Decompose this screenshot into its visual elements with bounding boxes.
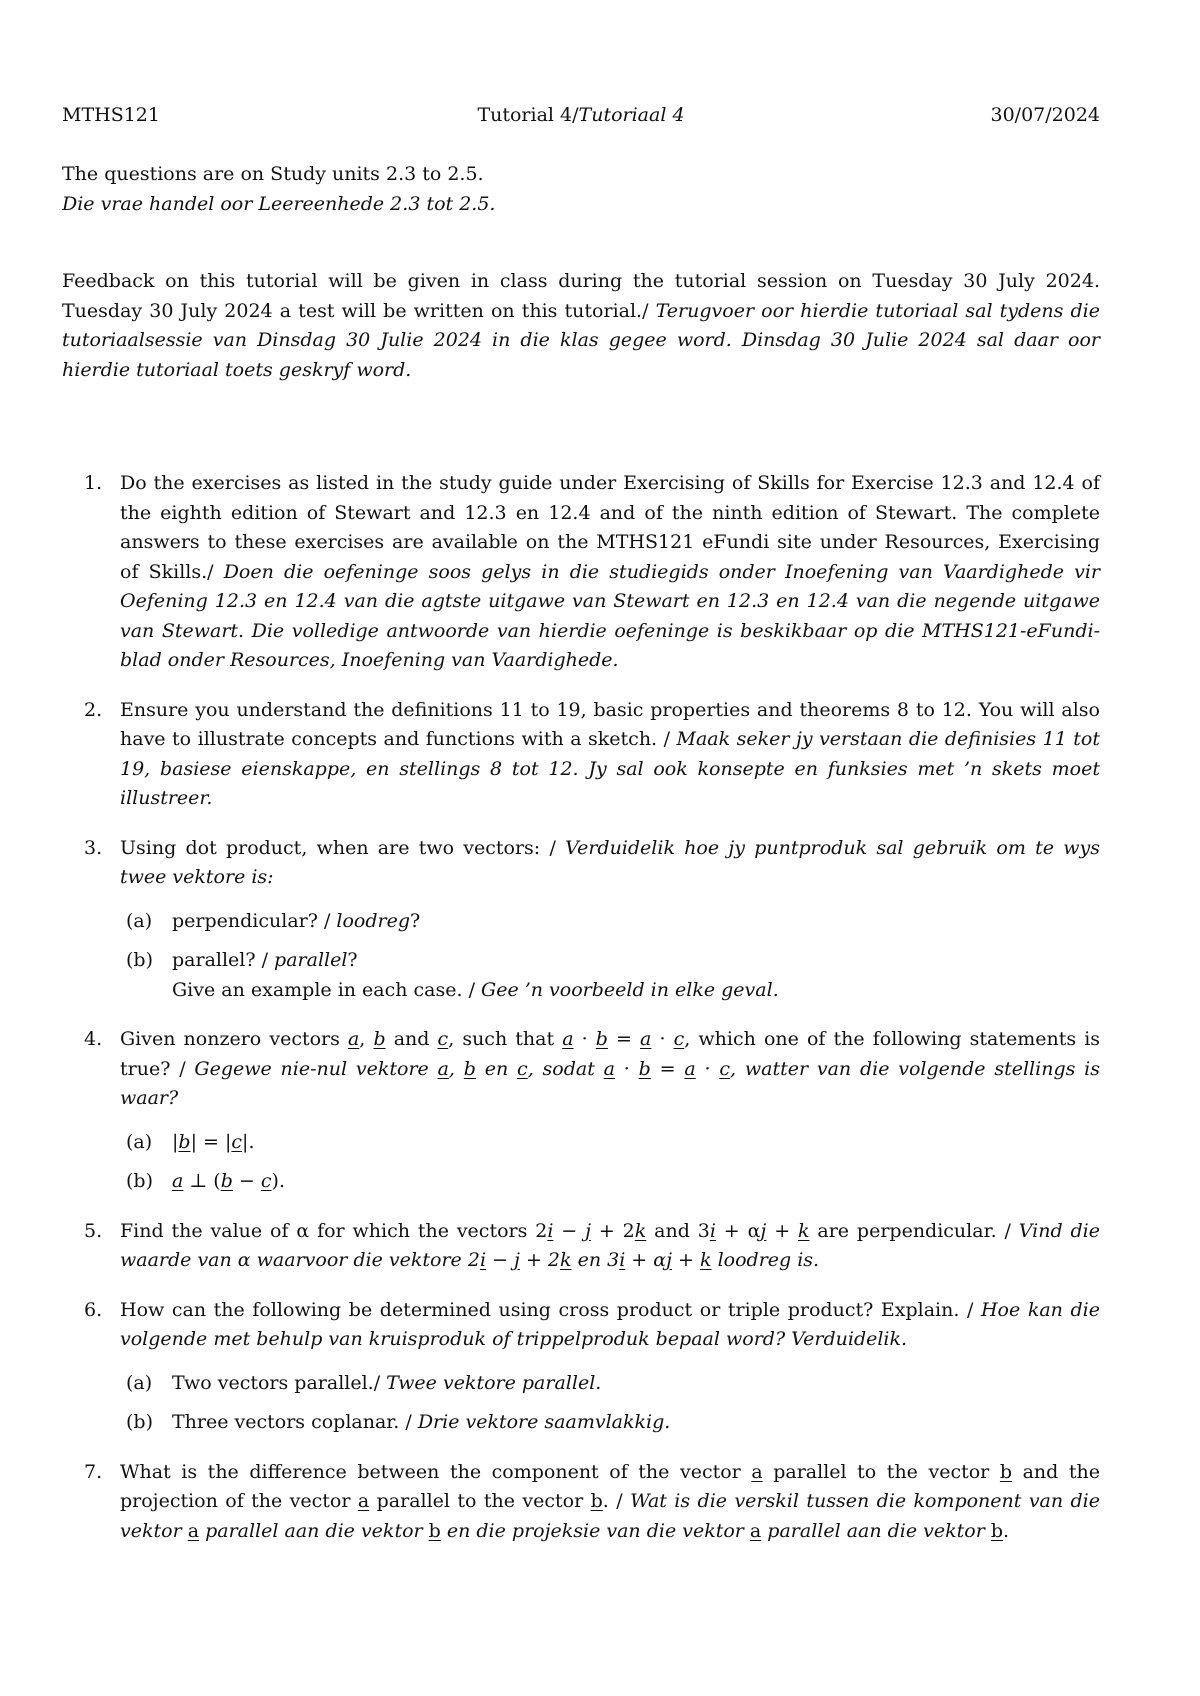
question-list xyxy=(62,469,1100,1546)
question-3b: (b) parallel? / parallel? Give an example in each case. / Gee ’n voorbeeld in elke geval. xyxy=(126,949,779,1001)
question-3: 3. Using dot product, when are two vectors: / Verduidelik hoe jy puntproduk sal gebruik om te wys twee vektore is: (a) perpendicular? / loodreg? (b) parallel? / parallel? Give an example in each case. / Gee ’n voorbeeld in elke geval. xyxy=(62,834,1100,1006)
question-6b: (b) Three vectors coplanar. / Drie vektore saamvlakkig. xyxy=(126,1411,671,1433)
course-code: MTHS121 xyxy=(62,104,160,126)
tutorial-page xyxy=(62,104,1100,1566)
tutorial-title: Tutorial 4/Tutoriaal 4 xyxy=(477,104,685,126)
page-header xyxy=(62,104,1100,134)
feedback-paragraph: Feedback on this tutorial will be given in class during the tutorial session on Tuesday 30 July 2024. Tuesday 30 July 2024 a test will be written on this tutorial./ Terugvoer oor hierdie tutoriaal sal tydens die tutoriaalsessie van Dinsdag 30 Julie 2024 in die klas gegee word. Dinsdag 30 Julie 2024 sal daar oor hierdie tutoriaal toets geskryf word. xyxy=(62,270,1100,381)
question-7: 7. What is the difference between the component of the vector a parallel to the vector b and the projection of the vector a parallel to the vector b. / Wat is die verskil tussen die komponent van die vektor a parallel aan die vektor b en die projeksie van die vektor a parallel aan die vektor b. xyxy=(84,1460,1101,1542)
question-6-parts xyxy=(120,1369,1100,1438)
question-1: 1. Do the exercises as listed in the study guide under Exercising of Skills for Exercise 12.3 and 12.4 of the eighth edition of Stewart and 12.3 en 12.4 and of the ninth edition of Stewart. The complete answers to these exercises are available on the MTHS121 eFundi site under Resources, Exercising of Skills./ Doen die oefeninge soos gelys in die studiegids onder Inoefening van Vaardighede vir Oefening 12.3 en 12.4 van die agtste uitgawe van Stewart en 12.3 en 12.4 van die negende uitgawe van Stewart. Die volledige antwoorde van hierdie oefeninge is beskikbaar op die MTHS121-eFundi-blad onder Resources, Inoefening van Vaardighede. xyxy=(84,472,1100,671)
question-3-parts xyxy=(120,907,1100,1006)
question-2: 2. Ensure you understand the definitions 11 to 19, basic properties and theorems 8 to 12. You will also have to illustrate concepts and functions with a sketch. / Maak seker jy verstaan die definisies 11 tot 19, basiese eienskappe, en stellings 8 tot 12. Jy sal ook konsepte en funksies met ’n skets moet illustreer. xyxy=(84,698,1100,809)
tutorial-date: 30/07/2024 xyxy=(990,104,1100,126)
question-4a: (a) |b| = |c|. xyxy=(126,1130,255,1153)
question-4b: (b) a ⊥ (b − c). xyxy=(126,1170,285,1192)
question-6a: (a) Two vectors parallel./ Twee vektore parallel. xyxy=(126,1371,602,1394)
intro-english: The questions are on Study units 2.3 to 2.5. xyxy=(62,163,484,185)
question-6: 6. How can the following be determined using cross product or triple product? Explain. / Hoe kan die volgende met behulp van kruisproduk of trippelproduk bepaal word? Verduidelik. (a) Two vectors parallel./ Twee vektore parallel. (b) Three vectors coplanar. / Drie vektore saamvlakkig. xyxy=(62,1296,1100,1438)
question-4: 4. Given nonzero vectors a, b and c, such that a · b = a · c, which one of the following statements is true? / Gegewe nie-nul vektore a, b en c, sodat a · b = a · c, watter van die volgende stellings is waar? (a) |b| = |c|. (b) a ⊥ (b − c). xyxy=(62,1025,1100,1197)
question-5: 5. Find the value of α for which the vectors 2i − j + 2k and 3i + αj + k are perpendicular. / Vind die waarde van α waarvoor die vektore 2i − j + 2k en 3i + αj + k loodreg is. xyxy=(84,1219,1100,1271)
question-3a: (a) perpendicular? / loodreg? xyxy=(126,909,421,932)
question-4-parts xyxy=(120,1128,1100,1197)
intro-afrikaans: Die vrae handel oor Leereenhede 2.3 tot 2.5. xyxy=(62,192,496,215)
